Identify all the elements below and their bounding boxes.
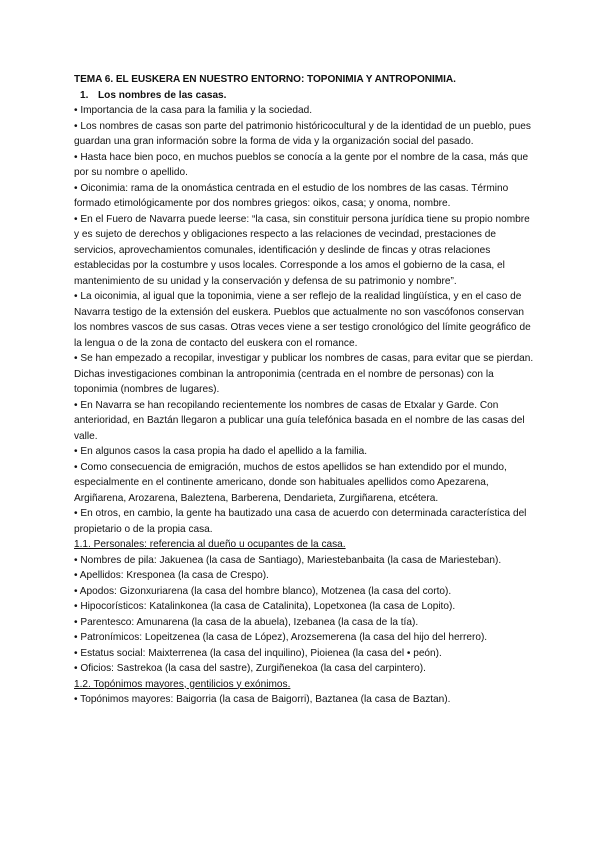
list-item: • Oficios: Sastrekoa (la casa del sastre), Zurgiñenekoa (la casa del carpintero).: [74, 663, 426, 674]
bullet-paragraph: • Los nombres de casas son parte del patrimonio históricocultural y de la identidad de un pueblo, pues guardan una gran información sobre la forma de vida y la organización social del pasado.: [74, 120, 531, 147]
section-1-heading: [74, 88, 534, 104]
section-number: 1.: [80, 89, 89, 101]
list-item: • Estatus social: Maixterrenea (la casa del inquilino), Pioienea (la casa del • peón).: [74, 647, 442, 659]
bullet-paragraph: • En algunos casos la casa propia ha dado el apellido a la familia.: [74, 446, 368, 457]
list-item: • Parentesco: Amunarena (la casa de la abuela), Izebanea (la casa de la tía).: [74, 616, 419, 628]
bullet-paragraph: • En otros, en cambio, la gente ha bautizado una casa de acuerdo con determinada característica del propietario o de la propia casa.: [74, 508, 527, 535]
list-item: • Nombres de pila: Jakuenea (la casa de Santiago), Mariestebanbaita (la casa de Mariesteban).: [74, 554, 502, 566]
bullet-paragraph: • En Navarra se han recopilando recientemente los nombres de casas de Etxalar y Garde. Con anterioridad, en Baztán llegaron a publicar una guía telefónica basada en el nombre de las casas del valle.: [74, 399, 525, 442]
bullet-paragraph: • En el Fuero de Navarra puede leerse: “la casa, sin constituir persona jurídica tiene su propio nombre y es sujeto de derechos y obligaciones respecto a las relaciones de vecindad, prestaciones de servicios, aprovechamientos comunales, identificación y deslinde de fincas y otras relaciones establecidas por la costumbre y usos locales. Corresponde a los amos el gobierno de la casa, el mantenimiento de su unidad y la conservación y defensa de su patrimonio y nombre”.: [74, 213, 530, 287]
bullet-paragraph: • Hasta hace bien poco, en muchos pueblos se conocía a la gente por el nombre de la casa, más que por su nombre o apellido.: [74, 151, 529, 178]
bullet-paragraph: • La oiconimia, al igual que la toponimia, viene a ser reflejo de la realidad lingüística, y en el caso de Navarra testigo de la extensión del euskera. Pueblos que actualmente no son vascófonos conservan los nombres vascos de sus casas. Otras veces viene a ser testigo cronológico del límite geográfico de la lengua o de la zona de contacto del euskera con el romance.: [74, 291, 531, 349]
list-item: • Apellidos: Kresponea (la casa de Crespo).: [74, 570, 269, 581]
section-title: Los nombres de las casas.: [98, 89, 227, 101]
bullet-paragraph: • Como consecuencia de emigración, muchos de estos apellidos se han extendido por el mundo, especialmente en el continente americano, donde son habituales apellidos como Apezarena, Argiñarena, Arozarena, Baleztena, Barberena, Dendarieta, Zurgiñarena, etcétera.: [74, 461, 507, 504]
subsection-1-2-heading: 1.2. Topónimos mayores, gentilicios y exónimos.: [74, 678, 291, 690]
bullet-paragraph: • Importancia de la casa para la familia y la sociedad.: [74, 105, 313, 116]
document-title: TEMA 6. EL EUSKERA EN NUESTRO ENTORNO: TOPONIMIA Y ANTROPONIMIA.: [74, 74, 456, 85]
list-item: • Apodos: Gizonxuriarena (la casa del hombre blanco), Motzenea (la casa del corto).: [74, 585, 452, 597]
list-item: • Topónimos mayores: Baigorria (la casa de Baigorri), Baztanea (la casa de Baztan).: [74, 694, 451, 705]
document-page: [74, 72, 534, 708]
list-item: • Hipocorísticos: Katalinkonea (la casa de Catalinita), Lopetxonea (la casa de Lopito).: [74, 601, 456, 612]
subsection-1-1-heading: 1.1. Personales: referencia al dueño u ocupantes de la casa.: [74, 539, 346, 550]
list-item: • Patronímicos: Lopeitzenea (la casa de López), Arozsemerena (la casa del hijo del herrero).: [74, 632, 488, 643]
bullet-paragraph: • Oiconimia: rama de la onomástica centrada en el estudio de los nombres de las casas. Término formado etimológicamente por dos nombres griegos: oikos, casa; y onoma, nombre.: [74, 182, 509, 209]
bullet-paragraph: • Se han empezado a recopilar, investigar y publicar los nombres de casas, para evitar que se pierdan. Dichas investigaciones combinan la antroponimia (centrada en el nombre de personas) con la toponimia (nombres de lugares).: [74, 353, 534, 395]
